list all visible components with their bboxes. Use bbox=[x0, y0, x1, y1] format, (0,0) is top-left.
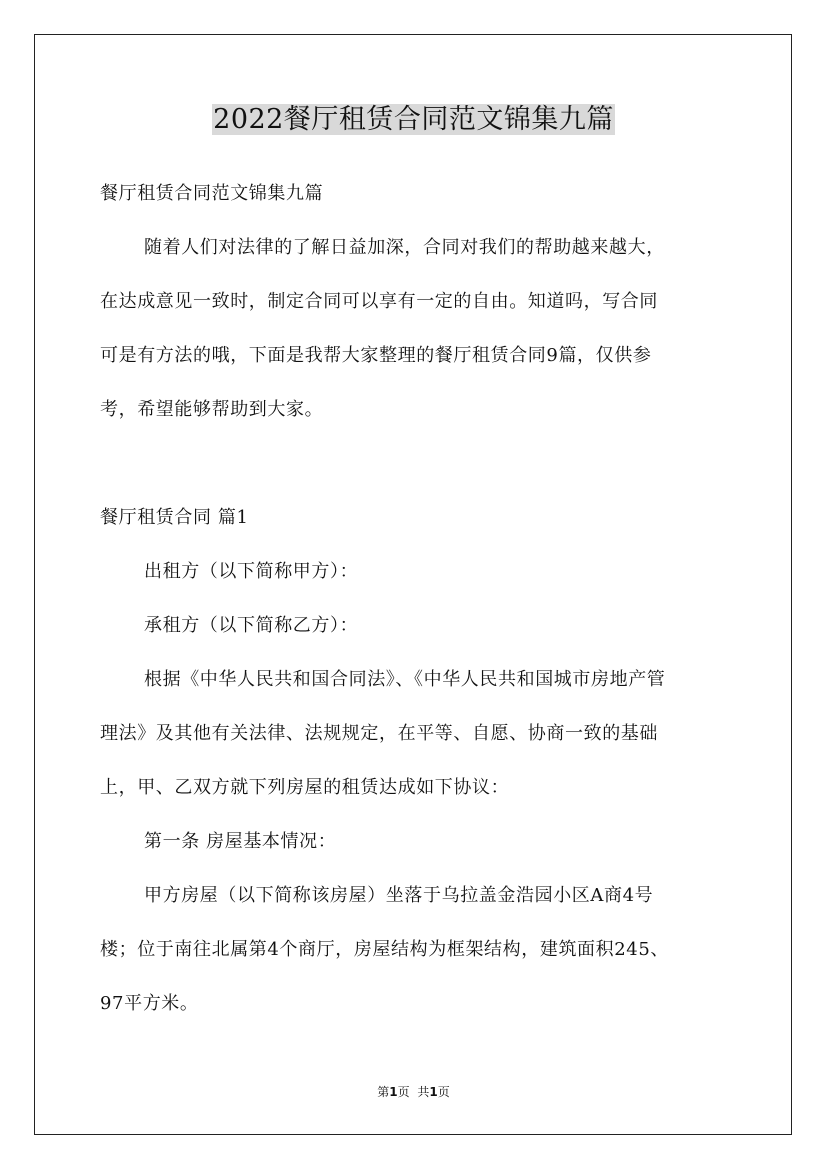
footer-total-prefix: 共 bbox=[417, 1085, 430, 1099]
section-heading: 餐厅租赁合同 篇1 bbox=[100, 507, 249, 528]
basis-line-1: 根据《中华人民共和国合同法》、《中华人民共和国城市房地产管 bbox=[144, 669, 666, 690]
intro-line-4: 考，希望能够帮助到大家。 bbox=[100, 399, 324, 420]
footer-total-pages: 1 bbox=[429, 1085, 438, 1099]
document-title bbox=[0, 98, 827, 142]
basis-line-3: 上，甲、乙双方就下列房屋的租赁达成如下协议： bbox=[100, 777, 510, 798]
intro-line-1: 随着人们对法律的了解日益加深，合同对我们的帮助越来越大， bbox=[144, 237, 665, 258]
document-subtitle: 餐厅租赁合同范文锦集九篇 bbox=[100, 183, 324, 204]
page-footer bbox=[0, 1084, 827, 1100]
lessee-line: 承租方（以下简称乙方）： bbox=[144, 615, 359, 636]
footer-total-suffix: 页 bbox=[437, 1085, 450, 1099]
intro-line-3: 可是有方法的哦，下面是我帮大家整理的餐厅租赁合同9篇，仅供参 bbox=[100, 345, 652, 366]
intro-line-2: 在达成意见一致时，制定合同可以享有一定的自由。知道吗，写合同 bbox=[100, 291, 658, 312]
basis-line-2: 理法》及其他有关法律、法规规定，在平等、自愿、协商一致的基础 bbox=[100, 723, 658, 744]
article-1-heading: 第一条 房屋基本情况： bbox=[144, 831, 337, 852]
article-1-line-2: 楼；位于南往北属第4个商厅，房屋结构为框架结构，建筑面积245、 bbox=[100, 939, 670, 960]
article-1-line-1: 甲方房屋（以下简称该房屋）坐落于乌拉盖金浩园小区A商4号 bbox=[144, 885, 654, 906]
lessor-line: 出租方（以下简称甲方）： bbox=[144, 561, 359, 582]
footer-current-page: 1 bbox=[389, 1085, 398, 1099]
footer-prefix: 第 bbox=[377, 1085, 390, 1099]
footer-page-word: 页 bbox=[397, 1085, 410, 1099]
article-1-line-3: 97平方米。 bbox=[100, 993, 199, 1014]
document-title-text: 2022餐厅租赁合同范文锦集九篇 bbox=[213, 104, 614, 135]
